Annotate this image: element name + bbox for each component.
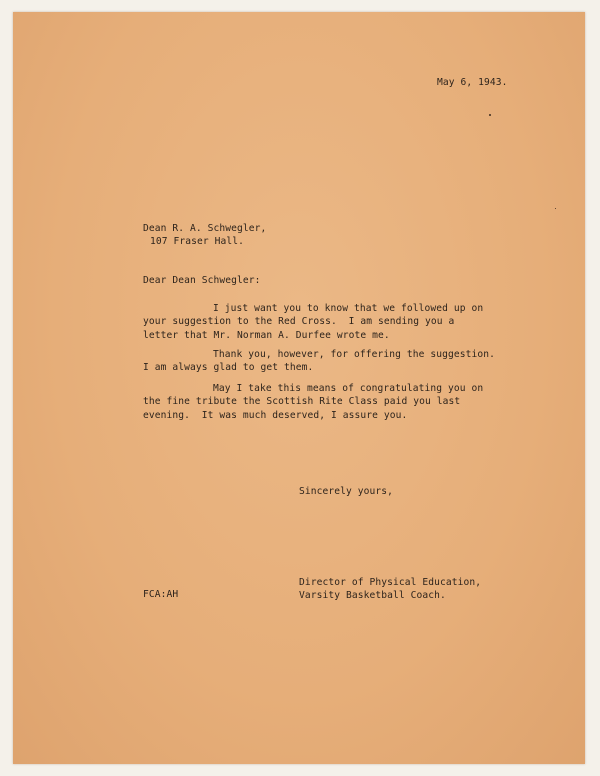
paragraph-3 [143,382,483,422]
paragraph-line: Thank you, however, for offering the suggestion. [213,349,496,360]
paragraph-line: the fine tribute the Scottish Rite Class paid you last [143,396,461,408]
signature-title: Varsity Basketball Coach. [299,590,446,602]
paragraph-2 [143,348,495,375]
signature-title: Director of Physical Education, [299,577,482,588]
salutation: Dear Dean Schwegler: [143,275,261,286]
letter-sheet [13,12,585,764]
paper-speck [489,114,491,116]
closing: Sincerely yours, [299,486,394,497]
reference-initials: FCA:AH [143,589,179,600]
paragraph-1 [143,302,483,342]
recipient-address-block [143,222,266,249]
paragraph-line: letter that Mr. Norman A. Durfee wrote me. [143,329,390,341]
paper-speck [555,208,556,209]
recipient-address: 107 Fraser Hall. [150,236,245,248]
paragraph-line: your suggestion to the Red Cross. I am sending you a [143,316,455,328]
paragraph-line: I am always glad to get them. [143,362,314,374]
paragraph-line: evening. It was much deserved, I assure you. [143,409,408,421]
paragraph-line: May I take this means of congratulating you on [213,383,484,394]
recipient-name: Dean R. A. Schwegler, [143,223,267,234]
letter-date: May 6, 1943. [437,77,508,88]
paragraph-line: I just want you to know that we followed up on [213,303,484,314]
signature-block [299,576,481,603]
